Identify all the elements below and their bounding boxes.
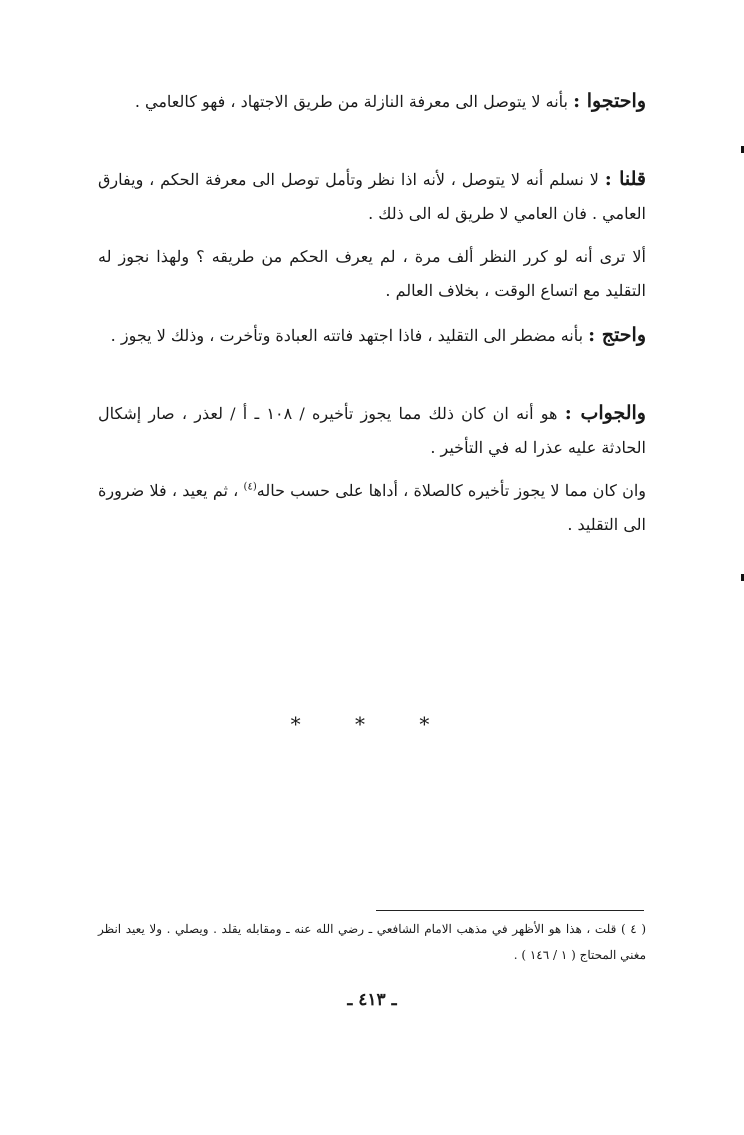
paragraph-4 bbox=[98, 318, 646, 353]
paragraph-1 bbox=[98, 84, 646, 119]
paragraph-lead: واحتج : bbox=[588, 324, 646, 346]
page-number: ـ ٤١٣ ـ bbox=[347, 990, 397, 1010]
paragraph-lead: قلنا : bbox=[604, 168, 647, 190]
section-separator: * * * bbox=[290, 712, 454, 736]
paragraph-3 bbox=[98, 240, 646, 308]
paragraph-6 bbox=[98, 474, 646, 542]
paragraph-text: هو أنه ان كان ذلك مما يجوز تأخيره / ١٠٨ ـ أ / لعذر ، صار إشكال الحادثة عليه عذرا له في التأخير . bbox=[98, 404, 646, 457]
footnote bbox=[98, 916, 646, 968]
paragraph-text: بأنه لا يتوصل الى معرفة النازلة من طريق الاجتهاد ، فهو كالعامي . bbox=[134, 92, 568, 111]
paragraph-lead: واحتجوا : bbox=[573, 90, 646, 112]
footnote-reference[interactable]: (٤) bbox=[243, 481, 257, 493]
paragraph-text-continued: ، ثم يعيد ، فلا ضرورة الى التقليد . bbox=[98, 481, 646, 534]
paragraph-text: وان كان مما لا يجوز تأخيره كالصلاة ، أداها على حسب حاله bbox=[256, 481, 646, 500]
paragraph-lead: والجواب : bbox=[564, 402, 646, 424]
paragraph-2 bbox=[98, 162, 646, 231]
paragraph-5 bbox=[98, 396, 646, 465]
paragraph-text: بأنه مضطر الى التقليد ، فاذا اجتهد فاتته العبادة وتأخرت ، وذلك لا يجوز . bbox=[110, 326, 584, 345]
footnote-divider bbox=[376, 910, 644, 911]
paragraph-text: ألا ترى أنه لو كرر النظر ألف مرة ، لم يعرف الحكم من طريقه ؟ ولهذا نجوز له التقليد مع اتساع الوقت ، بخلاف العالم . bbox=[98, 247, 646, 300]
footnote-text: ( ٤ ) قلت ، هذا هو الأظهر في مذهب الامام الشافعي ـ رضي الله عنه ـ ومقابله يقلد . ويصلي . ولا يعيد انظر مغني المحتاج ( ١ / ١٤٦ ) . bbox=[98, 922, 646, 962]
paragraph-text: لا نسلم أنه لا يتوصل ، لأنه اذا نظر وتأمل توصل الى معرفة الحكم ، ويفارق العامي . فان العامي لا طريق له الى ذلك . bbox=[98, 170, 646, 223]
